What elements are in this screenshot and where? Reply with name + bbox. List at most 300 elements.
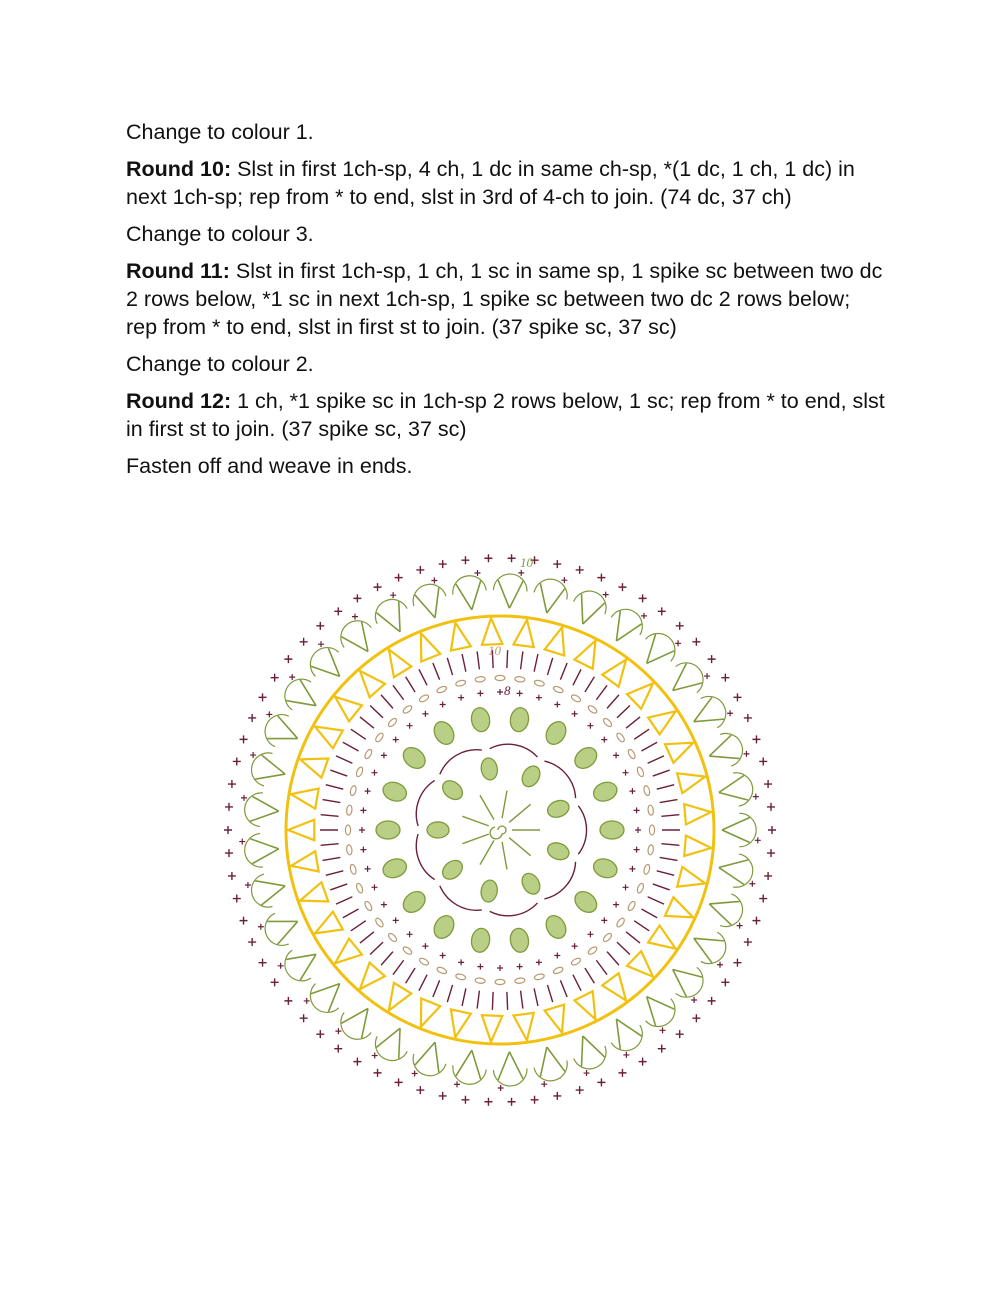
dc-stitch (351, 921, 366, 931)
dc-stitch (323, 800, 341, 803)
dc-stitch (330, 884, 347, 890)
sc-cross-stitch (691, 997, 697, 1003)
sc-cross-stitch (374, 1069, 382, 1077)
bobble-stitch (430, 912, 458, 942)
sc-cross-stitch (360, 847, 366, 853)
chain-arc (265, 913, 289, 945)
dc-stitch (370, 942, 383, 954)
sc-cross-stitch (422, 711, 428, 717)
sc-cross-stitch (508, 1098, 516, 1106)
sc-cross-stitch (374, 583, 382, 591)
sc-cross-stitch (721, 978, 729, 986)
center-spoke-stitch (462, 816, 488, 826)
center-spoke-stitch (509, 838, 530, 856)
sc-cross-stitch (477, 690, 483, 696)
dc-v-stitch (255, 755, 285, 779)
chain-oval (495, 675, 505, 680)
sc-cross-stitch (660, 1027, 666, 1033)
dc-v-stitch (694, 697, 724, 721)
sc-cross-stitch (623, 770, 629, 776)
chain-oval (570, 694, 581, 704)
magic-ring-spiral (490, 826, 506, 839)
sc-cross-stitch (576, 1086, 584, 1094)
sc-cross-stitch (365, 788, 371, 794)
petal-arc (490, 744, 538, 757)
dc-stitch (393, 960, 404, 974)
dc-stitch (360, 932, 374, 943)
center-spoke-stitch (462, 834, 488, 844)
sc-cross-stitch (484, 554, 492, 562)
yellow-cluster-triangle (300, 882, 328, 901)
sc-cross-stitch (259, 693, 267, 701)
sc-cross-stitch (717, 962, 723, 968)
dc-stitch (660, 857, 678, 860)
sc-cross-stitch (258, 924, 264, 930)
chain-oval (364, 900, 374, 911)
petal-arc (416, 834, 434, 880)
sc-cross-stitch (239, 839, 245, 845)
sc-cross-stitch (300, 1014, 308, 1022)
dc-stitch (648, 897, 664, 904)
dc-stitch (653, 770, 670, 776)
bobble-stitch (591, 779, 620, 804)
dc-stitch (419, 975, 427, 991)
sc-cross-stitch (381, 752, 387, 758)
dc-stitch (521, 651, 523, 669)
sc-cross-stitch (497, 965, 503, 971)
chain-oval (455, 973, 466, 981)
chain-oval (570, 957, 581, 967)
sc-cross-stitch (692, 638, 700, 646)
dc-stitch (336, 756, 352, 763)
chain-oval (627, 900, 637, 911)
sc-cross-stitch (727, 710, 733, 716)
sc-cross-stitch (334, 607, 342, 615)
chain-oval (627, 748, 637, 759)
yellow-cluster-triangle (684, 804, 711, 824)
sc-cross-stitch (395, 1078, 403, 1086)
sc-cross-stitch (744, 938, 752, 946)
sc-cross-stitch (248, 938, 256, 946)
chain-arc (701, 696, 726, 727)
bobble-stitch (399, 887, 429, 916)
sc-cross-stitch (228, 872, 236, 880)
chain-arc (375, 599, 407, 623)
bobble-stitch (380, 856, 409, 881)
sc-cross-stitch (618, 583, 626, 591)
yellow-cluster-triangle (335, 697, 362, 721)
yellow-cluster-triangle (648, 711, 676, 734)
sc-cross-stitch (474, 570, 480, 576)
petal-arc (440, 750, 482, 775)
dc-stitch (351, 729, 366, 739)
yellow-cluster-triangle (335, 939, 362, 963)
petal-arc (578, 806, 586, 854)
sc-cross-stitch (561, 577, 567, 583)
yellow-cluster-triangle (389, 983, 411, 1011)
dc-v-stitch (540, 1047, 564, 1077)
sc-cross-stitch (629, 866, 635, 872)
sc-cross-stitch (755, 837, 761, 843)
yellow-cluster-triangle (451, 1009, 471, 1037)
sc-cross-stitch (390, 592, 396, 598)
dc-stitch (585, 968, 594, 983)
sc-cross-stitch (422, 943, 428, 949)
dc-stitch (381, 952, 393, 966)
chain-oval (418, 694, 429, 704)
sc-cross-stitch (440, 953, 446, 959)
sc-cross-stitch (454, 1081, 460, 1087)
dc-v-stitch (267, 921, 297, 944)
dc-v-stitch (498, 580, 523, 608)
yellow-cluster-triangle (513, 620, 533, 647)
dc-stitch (381, 695, 393, 709)
sc-cross-stitch (484, 1098, 492, 1106)
sc-cross-stitch (241, 795, 247, 801)
chain-oval (475, 676, 486, 682)
sc-cross-stitch (704, 673, 710, 679)
dc-v-stitch (722, 818, 750, 843)
sc-cross-stitch (393, 737, 399, 743)
yellow-cluster-triangle (545, 1005, 565, 1033)
dc-v-stitch (719, 775, 748, 800)
chain-arc (720, 733, 742, 766)
yellow-cluster-triangle (545, 627, 565, 655)
sc-cross-stitch (271, 674, 279, 682)
chain-arc (252, 753, 273, 786)
chain-oval (615, 917, 625, 928)
dc-stitch (617, 705, 630, 717)
sc-cross-stitch (228, 780, 236, 788)
bobble-stitch (480, 757, 500, 781)
sc-cross-stitch (289, 674, 295, 680)
sc-cross-stitch (461, 1096, 469, 1104)
chain-oval (436, 966, 447, 975)
chain-oval (374, 732, 384, 743)
bobble-stitch (376, 821, 400, 839)
dc-stitch (607, 695, 619, 709)
chain-oval (402, 704, 413, 714)
sc-cross-stitch (767, 803, 775, 811)
dc-stitch (462, 654, 466, 672)
sc-cross-stitch (233, 895, 241, 903)
chain-oval (615, 732, 625, 743)
bobble-stitch (470, 927, 492, 954)
dc-stitch (447, 985, 452, 1002)
dc-v-stitch (709, 901, 739, 925)
bobble-stitch (542, 912, 570, 942)
sc-cross-stitch (407, 723, 413, 729)
dc-stitch (393, 685, 404, 699)
sc-cross-stitch (749, 881, 755, 887)
chain-oval (364, 748, 374, 759)
sc-cross-stitch (278, 963, 284, 969)
dc-stitch (323, 857, 341, 860)
chain-arc (701, 932, 726, 963)
chain-oval (515, 977, 526, 983)
chain-arc (252, 874, 273, 907)
sc-cross-stitch (753, 794, 759, 800)
chart-symbols (224, 554, 776, 1106)
sc-cross-stitch (584, 1070, 590, 1076)
sc-cross-stitch (245, 882, 251, 888)
dc-stitch (406, 677, 415, 692)
finishing-note: Fasten off and weave in ends. (126, 454, 413, 478)
sc-cross-stitch (759, 757, 767, 765)
sc-cross-stitch (395, 574, 403, 582)
yellow-cluster-triangle (421, 633, 440, 661)
dc-stitch (653, 884, 670, 890)
bobble-stitch (519, 870, 544, 897)
dc-stitch (617, 942, 630, 954)
chain-oval (346, 805, 352, 816)
chain-oval (345, 825, 350, 835)
dc-stitch (406, 968, 415, 983)
sc-cross-stitch (587, 931, 593, 937)
chain-arc (453, 1065, 486, 1084)
dc-v-stitch (415, 588, 439, 618)
chain-oval (587, 704, 598, 714)
bobble-stitch (509, 927, 531, 954)
dc-v-stitch (255, 881, 285, 905)
yellow-cluster-triangle (482, 1015, 502, 1042)
dc-stitch (321, 844, 339, 846)
chain-oval (436, 685, 447, 694)
chain-arc (574, 591, 606, 614)
petal-arc (490, 903, 538, 916)
yellow-cluster-triangle (421, 999, 440, 1027)
dc-v-stitch (456, 1050, 481, 1079)
sc-cross-stitch (335, 1028, 341, 1034)
yellow-cluster-triangle (677, 867, 705, 887)
bobble-stitch (600, 821, 624, 839)
sc-cross-stitch (601, 917, 607, 923)
chain-arc (733, 854, 753, 887)
chain-oval (387, 932, 398, 943)
sc-cross-stitch (708, 655, 716, 663)
sc-cross-stitch (360, 807, 366, 813)
dc-v-stitch (250, 839, 279, 864)
dc-stitch (343, 742, 359, 751)
sc-cross-stitch (531, 1096, 539, 1104)
center-spoke-stitch (509, 804, 530, 822)
yellow-cluster-triangle (360, 671, 385, 697)
sc-cross-stitch (518, 570, 524, 576)
chain-oval (553, 685, 564, 694)
bobble-stitch (519, 763, 544, 790)
sc-cross-stitch (440, 701, 446, 707)
sc-cross-stitch (431, 577, 437, 583)
dc-v-stitch (376, 1028, 400, 1058)
sc-cross-stitch (225, 849, 233, 857)
chain-oval (534, 973, 545, 981)
dc-v-stitch (582, 1036, 605, 1066)
dc-stitch (596, 960, 607, 974)
sc-cross-stitch (639, 594, 647, 602)
sc-cross-stitch (597, 574, 605, 582)
yellow-cluster-triangle (602, 973, 626, 1000)
dc-stitch (657, 871, 674, 876)
chain-oval (387, 717, 398, 728)
sc-cross-stitch (316, 622, 324, 630)
chain-oval (649, 825, 654, 835)
sc-cross-stitch (365, 866, 371, 872)
sc-cross-stitch (752, 917, 760, 925)
center-spoke-stitch (502, 791, 507, 819)
sc-cross-stitch (233, 757, 241, 765)
sc-cross-stitch (764, 872, 772, 880)
chain-oval (643, 785, 651, 796)
yellow-cluster-triangle (574, 991, 595, 1019)
chain-arc (453, 576, 486, 595)
chain-oval (495, 979, 505, 984)
sc-cross-stitch (352, 614, 358, 620)
sc-cross-stitch (225, 803, 233, 811)
dc-stitch (433, 663, 440, 680)
chain-arc (413, 1054, 446, 1076)
chain-oval (349, 864, 357, 875)
sc-cross-stitch (744, 751, 750, 757)
sc-cross-stitch (240, 917, 248, 925)
chain-oval (402, 945, 413, 955)
chain-oval (553, 966, 564, 975)
yellow-cluster-triangle (315, 727, 343, 749)
sc-cross-stitch (224, 826, 232, 834)
dc-v-stitch (250, 796, 279, 821)
chain-arc (413, 584, 446, 606)
bobble-stitch (430, 718, 458, 748)
chain-oval (647, 845, 653, 856)
dc-stitch (507, 650, 508, 668)
yellow-cluster-triangle (665, 743, 693, 763)
yellow-cluster-triangle (648, 926, 675, 949)
dc-stitch (573, 975, 581, 991)
sc-cross-stitch (271, 978, 279, 986)
dc-stitch (585, 677, 594, 692)
sc-cross-stitch (393, 917, 399, 923)
bobble-stitch (470, 706, 492, 733)
chain-oval (636, 883, 645, 894)
yellow-cluster-triangle (300, 758, 328, 777)
dc-stitch (326, 871, 343, 876)
sc-cross-stitch (554, 953, 560, 959)
sc-cross-stitch (733, 959, 741, 967)
round-11-instruction: Round 11: Slst in first 1ch-sp, 1 ch, 1 sc in same sp, 1 spike sc between two dc 2 rows below, *1 sc in next 1ch-sp, 1 spike sc between two dc 2 rows below; rep from * to end, slst in first st to join. (37 spike sc, 37 sc) (126, 259, 883, 339)
yellow-cluster-triangle (574, 641, 595, 669)
dc-v-stitch (709, 735, 739, 759)
dc-stitch (547, 658, 552, 675)
chain-oval (602, 717, 613, 728)
dc-v-stitch (719, 860, 748, 885)
sc-cross-stitch (721, 674, 729, 682)
chain-oval (455, 679, 466, 687)
yellow-cluster-triangle (513, 1013, 533, 1040)
sc-cross-stitch (597, 1078, 605, 1086)
chain-oval (475, 977, 486, 983)
sc-cross-stitch (759, 895, 767, 903)
bobble-stitch (439, 777, 466, 803)
sc-cross-stitch (334, 1045, 342, 1053)
dc-stitch (660, 800, 678, 803)
sc-cross-stitch (658, 1045, 666, 1053)
chain-oval (418, 957, 429, 967)
dc-stitch (433, 980, 440, 997)
yellow-cluster-triangle (291, 789, 319, 809)
bobble-stitch (479, 879, 499, 903)
dc-stitch (326, 785, 343, 790)
sc-cross-stitch (300, 638, 308, 646)
dc-v-stitch (415, 1042, 439, 1072)
sc-cross-stitch (634, 847, 640, 853)
yellow-cluster-triangle (627, 951, 653, 977)
round-12-instruction: Round 12: 1 ch, *1 spike sc in 1ch-sp 2 rows below, 1 sc; rep from * to end, slst in first st to join. (37 spike sc, 37 sc) (126, 389, 885, 441)
sc-cross-stitch (536, 959, 542, 965)
sc-cross-stitch (371, 770, 377, 776)
chain-arc (265, 715, 289, 747)
round-10-instruction: Round 10: Slst in first 1ch-sp, 4 ch, 1 dc in same ch-sp, *(1 dc, 1 ch, 1 dc) in next 1ch-sp; rep from * to end, slst in 3rd of 4-ch to join. (74 dc, 37 ch) (126, 157, 855, 209)
sc-cross-stitch (708, 997, 716, 1005)
yellow-cluster-triangle (389, 649, 411, 677)
sc-cross-stitch (676, 622, 684, 630)
dc-stitch (477, 651, 479, 669)
sc-cross-stitch (623, 1052, 629, 1058)
dc-stitch (596, 685, 607, 699)
chain-arc (574, 1046, 606, 1069)
sc-cross-stitch (587, 723, 593, 729)
sc-cross-stitch (752, 735, 760, 743)
sc-cross-stitch (353, 594, 361, 602)
sc-cross-stitch (517, 690, 523, 696)
dc-stitch (534, 988, 538, 1006)
instructions-text (126, 118, 886, 489)
chain-oval (355, 883, 364, 894)
chain-oval (355, 766, 364, 777)
sc-cross-stitch (553, 560, 561, 568)
sc-cross-stitch (768, 826, 776, 834)
dc-stitch (661, 815, 679, 817)
dc-stitch (419, 669, 427, 685)
sc-cross-stitch (553, 1092, 561, 1100)
sc-cross-stitch (508, 554, 516, 562)
bobble-stitch (427, 822, 449, 838)
sc-cross-stitch (639, 1058, 647, 1066)
sc-cross-stitch (498, 1085, 504, 1091)
dc-stitch (321, 815, 339, 817)
sc-cross-stitch (658, 607, 666, 615)
dc-v-stitch (376, 601, 400, 631)
dc-stitch (573, 669, 581, 685)
sc-cross-stitch (572, 943, 578, 949)
yellow-cluster-triangle (684, 836, 711, 856)
center-spoke-stitch (480, 840, 494, 864)
dc-stitch (462, 988, 466, 1006)
chain-oval (346, 845, 352, 856)
dc-stitch (641, 909, 657, 918)
round-marker-label: 10 (520, 555, 533, 570)
crochet-chart-diagram (210, 545, 790, 1115)
sc-cross-stitch (372, 1053, 378, 1059)
sc-cross-stitch (407, 931, 413, 937)
dc-stitch (607, 952, 619, 966)
yellow-cluster-triangle (665, 897, 693, 917)
sc-cross-stitch (458, 695, 464, 701)
colour-change-note: Change to colour 1. (126, 120, 314, 144)
dc-v-stitch (582, 594, 605, 624)
colour-change-note: Change to colour 2. (126, 352, 314, 376)
dc-stitch (641, 742, 657, 751)
dc-v-stitch (267, 716, 297, 739)
dc-stitch (507, 992, 508, 1010)
